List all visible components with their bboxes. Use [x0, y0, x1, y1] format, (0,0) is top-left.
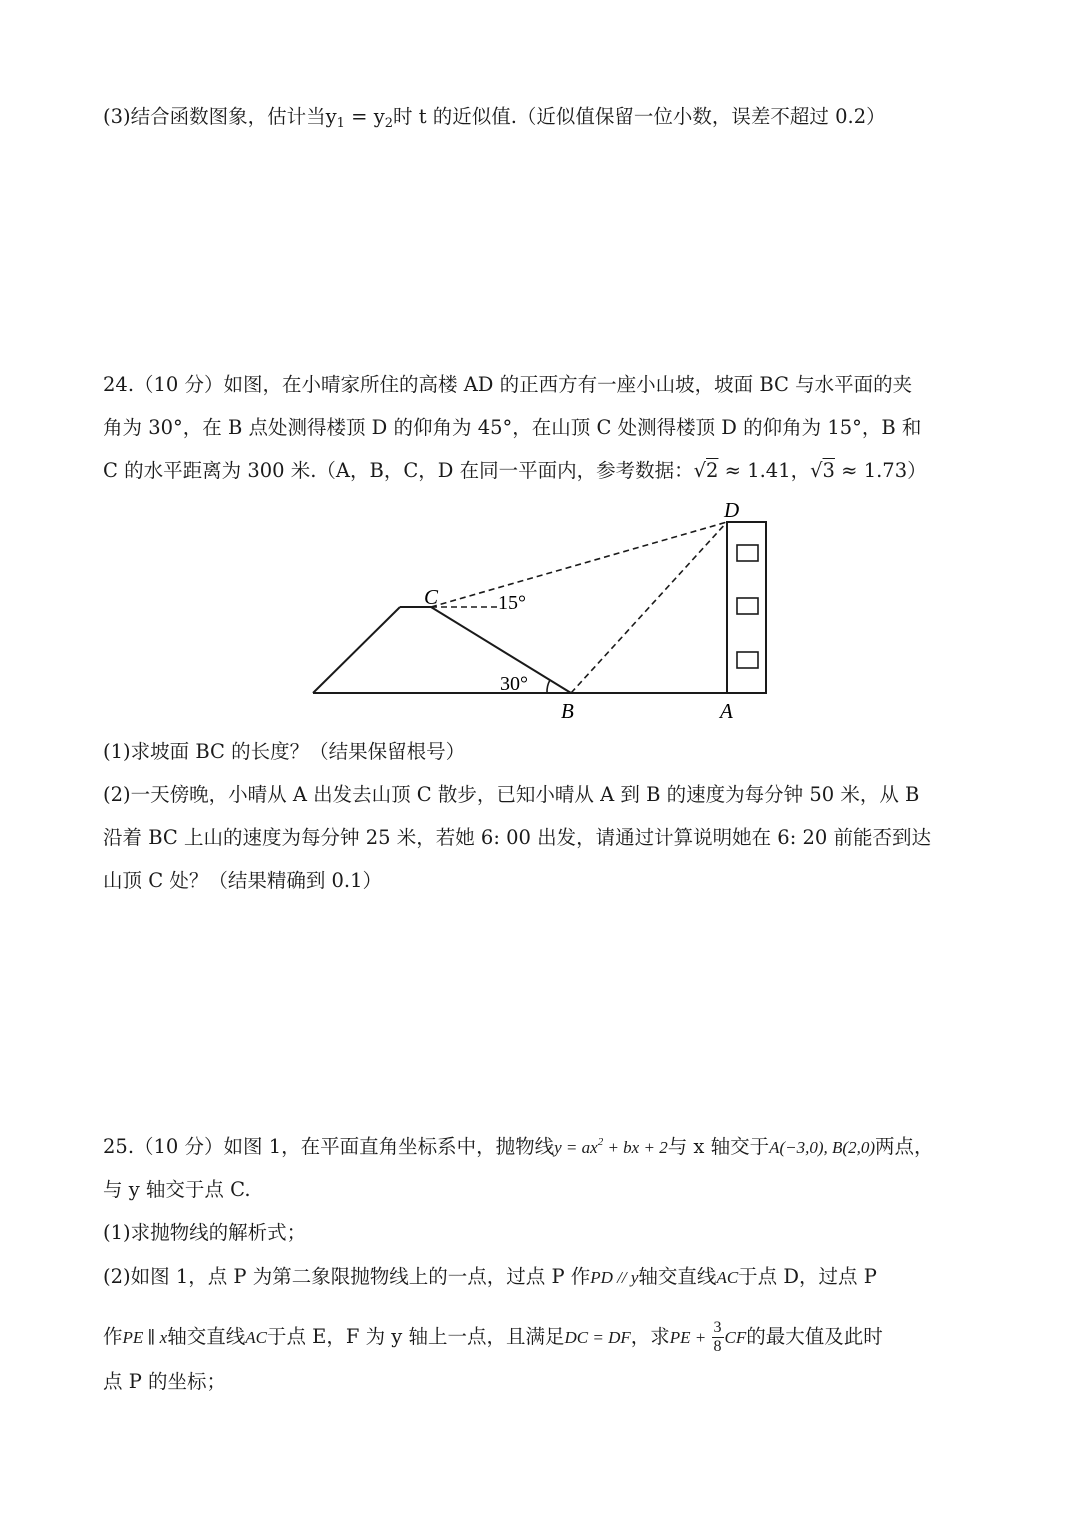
q25-line2: 与 y 轴交于点 C. — [103, 1178, 251, 1201]
q25-part2-text-c: 于点 D，过点 P — [738, 1265, 877, 1288]
sight-line-bd — [571, 522, 727, 693]
sqrt2-radicand: 2 — [706, 459, 719, 482]
q24-part2-line2: 沿着 BC 上山的速度为每分钟 25 米，若她 6: 00 出发，请通过计算说明她在 6: 20 前能否到达 — [103, 826, 931, 849]
pe-plus: PE + — [669, 1328, 711, 1347]
pe-parallel-x: PE ∥ x — [122, 1328, 168, 1347]
label-b: B — [561, 699, 574, 723]
q24-line3-text-b: ≈ 1.41，√ — [718, 459, 823, 482]
line-ac-2: AC — [245, 1328, 267, 1347]
q25-line1-text-b: 与 x 轴交于 — [667, 1135, 770, 1158]
q25-part2-line3: 点 P 的坐标； — [103, 1370, 227, 1393]
q24-part1: (1)求坡面 BC 的长度？（结果保留根号） — [103, 740, 466, 763]
pd-parallel-y: PD // y — [590, 1268, 639, 1287]
q25-line1 — [103, 1134, 934, 1161]
intersection-points: A(−3,0), B(2,0) — [769, 1138, 875, 1157]
q25-part2-line1 — [103, 1264, 877, 1291]
q23-part3-prefix: (3)结合函数图象，估计当 — [103, 105, 326, 128]
parabola-rest: + bx + 2 — [603, 1138, 668, 1157]
parabola-exponent: 2 — [597, 1136, 604, 1148]
q24-line3 — [103, 458, 927, 484]
angle-15-label: 15° — [498, 592, 526, 614]
fraction-denominator: 8 — [713, 1338, 722, 1355]
fraction-numerator: 3 — [713, 1319, 722, 1336]
hill-left-slope — [313, 607, 400, 693]
y2-subscript: 2 — [384, 116, 393, 131]
angle-arc-b — [547, 680, 550, 693]
q25-part2-line2-text-a: 作 — [103, 1325, 123, 1348]
line-ac-1: AC — [716, 1268, 739, 1287]
parabola-lhs: y = ax — [554, 1138, 598, 1157]
parabola-equation — [554, 1138, 668, 1157]
q23-part3-suffix: 时 t 的近似值.（近似值保留一位小数，误差不超过 0.2） — [393, 105, 886, 128]
q25-line1-text-c: 两点， — [875, 1135, 934, 1158]
q25-part2-text-b: 轴交直线 — [638, 1265, 717, 1288]
q25-part2-line2-text-e: 的最大值及此时 — [746, 1325, 883, 1348]
q25-part1: (1)求抛物线的解析式； — [103, 1221, 307, 1244]
q24-line3-text-c: ≈ 1.73） — [834, 459, 927, 482]
label-c: C — [424, 585, 439, 609]
y2-letter: y — [373, 105, 385, 128]
q24-line1: 24.（10 分）如图，在小晴家所住的高楼 AD 的正西方有一座小山坡，坡面 BC 与水平面的夹 — [103, 373, 913, 396]
dc-equals-df: DC = DF — [564, 1328, 631, 1347]
q25-part2-line2-text-b: 轴交直线 — [167, 1325, 246, 1348]
q24-line2: 角为 30°，在 B 点处测得楼顶 D 的仰角为 45°，在山顶 C 处测得楼顶 D 的仰角为 15°，B 和 — [103, 416, 922, 439]
sight-line-cd — [431, 522, 727, 607]
y1-symbol — [325, 105, 393, 131]
q23-part3 — [103, 104, 886, 130]
equals-sign: = — [344, 105, 374, 128]
q25-part2-line2-text-c: 于点 E，F 为 y 轴上一点，且满足 — [266, 1325, 565, 1348]
angle-30-label: 30° — [500, 673, 528, 695]
q25-line1-text-a: 25.（10 分）如图 1，在平面直角坐标系中，抛物线 — [103, 1135, 555, 1158]
fraction-3-8 — [712, 1319, 724, 1356]
q25-part2-line2 — [103, 1315, 883, 1360]
q24-part2-line1: (2)一天傍晚，小晴从 A 出发去山顶 C 散步，已知小晴从 A 到 B 的速度为每分钟 50 米，从 B — [103, 783, 920, 806]
building-window-bottom — [737, 652, 758, 668]
y1-subscript: 1 — [336, 116, 345, 131]
q24-part2-line3: 山顶 C 处？（结果精确到 0.1） — [103, 869, 383, 892]
building-window-top — [737, 545, 758, 561]
slope-building-diagram — [300, 495, 780, 730]
y1-letter: y — [325, 105, 337, 128]
q25-part2-line2-text-d: ，求 — [630, 1325, 670, 1348]
label-a: A — [720, 699, 733, 723]
label-d: D — [724, 498, 740, 522]
q25-part2-text-a: (2)如图 1，点 P 为第二象限抛物线上的一点，过点 P 作 — [103, 1265, 591, 1288]
building-window-middle — [737, 598, 758, 614]
sqrt3-radicand: 3 — [822, 459, 835, 482]
cf-segment: CF — [724, 1328, 747, 1347]
q24-line3-text-a: C 的水平距离为 300 米.（A，B，C，D 在同一平面内，参考数据：√ — [103, 459, 707, 482]
